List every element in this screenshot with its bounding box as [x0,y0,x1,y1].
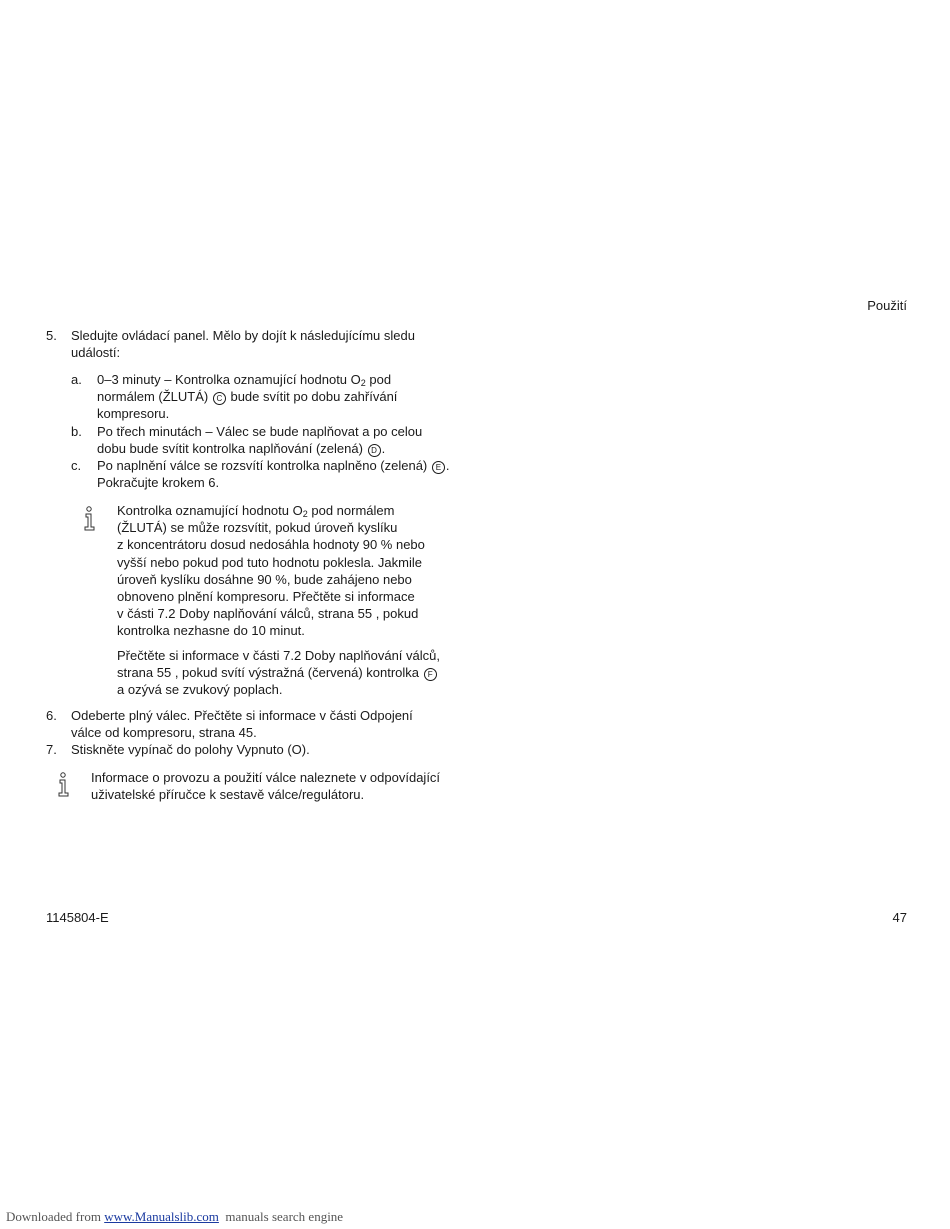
indicator-e-icon: E [432,461,445,474]
text: pod [365,372,392,387]
note-alarm [117,647,447,699]
substep-line: kompresoru. [97,406,170,422]
step-text-line: Stiskněte vypínač do polohy Vypnuto (O). [71,742,310,757]
step-text-line: válce od kompresoru, strana 45. [71,725,257,741]
page-number: 47 [892,910,907,925]
note-line: vyšší nebo pokud pod tuto hodnotu poklesla. Jakmile [117,554,422,570]
note-line: a ozývá se zvukový poplach. [117,682,283,698]
manualslib-link[interactable]: www.Manualslib.com [104,1209,219,1224]
step-text-line: událostí: [71,345,121,361]
section-title: Použití [867,298,907,313]
substep-a [71,371,451,423]
download-suffix: manuals search engine [218,1209,344,1224]
substep-line [97,388,451,405]
note-line: uživatelské příručce k sestavě válce/regulátoru. [91,787,365,803]
text: normálem (ŽLUTÁ) [97,389,212,405]
note-cylinder-info [91,769,461,803]
text: . [381,441,386,457]
note-o2-warning [117,502,447,640]
info-icon [83,506,97,532]
text: 0–3 minuty – Kontrolka oznamující hodnotu O [97,372,361,387]
note-line: v části 7.2 Doby naplňování válců, strana 55 , pokud [117,606,419,622]
step-number: 5. [46,328,57,343]
subscript: 2 [360,378,366,388]
step-text-line: Sledujte ovládací panel. Mělo by dojít k následujícímu sledu [71,328,415,343]
substep-line [97,457,451,474]
text: bude svítit po dobu zahřívání [226,389,398,405]
text: Kontrolka oznamující hodnotu O [117,503,303,518]
text: dobu bude svítit kontrolka naplňování (zelená) [97,441,367,457]
indicator-d-icon: D [368,444,381,457]
text: Po naplnění válce se rozsvítí kontrolka naplněno (zelená) [97,458,431,473]
substep-line [97,371,451,388]
note-line: obnoveno plnění kompresoru. Přečtěte si informace [117,589,415,605]
substep-c [71,457,451,491]
text: pod normálem [307,503,395,518]
substep-line [97,440,451,457]
step-number: 7. [46,742,57,757]
note-line: kontrolka nezhasne do 10 minut. [117,623,305,639]
substep-label: a. [71,372,82,387]
note-line: Přečtěte si informace v části 7.2 Doby naplňování válců, [117,648,440,663]
step-6 [46,707,466,741]
step-text-line: Odeberte plný válec. Přečtěte si informace v části Odpojení [71,708,413,723]
substep-label: b. [71,424,82,439]
step-number: 6. [46,708,57,723]
note-line: z koncentrátoru dosud nedosáhla hodnoty 90 % nebo [117,537,425,553]
substep-label: c. [71,458,82,473]
document-id: 1145804-E [46,910,109,925]
note-line: Informace o provozu a použití válce naleznete v odpovídající [91,770,441,785]
text: . [445,458,450,473]
info-icon [57,772,71,798]
substep-line: Pokračujte krokem 6. [97,475,220,491]
step-7 [46,741,466,758]
download-source [6,1209,343,1225]
subscript: 2 [302,509,308,519]
indicator-f-icon: F [424,668,437,681]
step-5 [46,327,466,361]
indicator-c-icon: C [213,392,226,405]
substep-line: Po třech minutách – Válec se bude naplňovat a po celou [97,424,423,439]
download-prefix: Downloaded from [6,1209,105,1224]
note-line: (ŽLUTÁ) se může rozsvítit, pokud úroveň kyslíku [117,520,398,536]
text: strana 55 , pokud svítí výstražná (červená) kontrolka [117,665,423,681]
note-line [117,502,447,519]
note-line: úroveň kyslíku dosáhne 90 %, bude zahájeno nebo [117,571,412,587]
note-line [117,664,447,681]
substep-b [71,423,451,457]
